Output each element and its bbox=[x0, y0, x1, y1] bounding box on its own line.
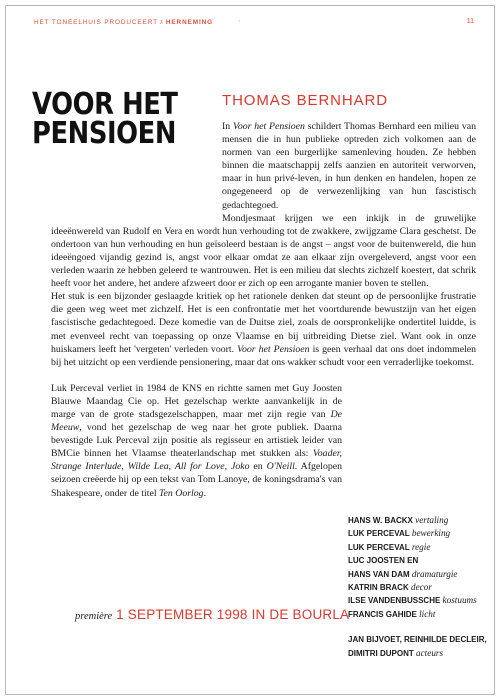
author-name: THOMAS BERNHARD bbox=[222, 92, 389, 109]
credit-row: LUK PERCEVAL regie bbox=[348, 541, 431, 552]
page-header bbox=[34, 19, 474, 26]
credit-row: HANS W. BACKX vertaling bbox=[348, 515, 449, 525]
article-body bbox=[51, 120, 476, 500]
header-subsection: HERNEMING bbox=[165, 19, 214, 26]
paragraph-1: In Voor het Pensioen schildert Thomas Bernhard een milieu van mensen die in hun publieke optreden zich volkomen aan de normen van een burgerlijke samenleving houden. Ze hebben binnen die maatschappij zelfs aanzien en autoriteit verworven, maar in hun privé-leven, in hun denken en handelen, hopen ze ongegeneerd op de verwezenlijking van hun fascistisch gedachtegoed. bbox=[222, 121, 476, 211]
credit-row: ILSE VANDENBUSSCHE kostuums bbox=[348, 595, 477, 606]
title-line-1: VOOR HET bbox=[32, 87, 178, 122]
paragraph-3: Het stuk is een bijzonder geslaagde kritiek op het rationele denken dat steunt op de persoonlijke frustratie die geen weg weet met zichzelf. Het is een confrontatie met het voortdurende bewustzijn van het eigen fascistische gedachtegoed. Deze komedie van de Duitse ziel, zoals de oorspronkelijke ondertitel luidde, is met evenveel recht van toepassing op onze Vlaamse en bij uitbreiding Dietse ziel. Want ook in onze huiskamers leeft het 'vergeten' verleden voort. Voor het Pensioen is geen verhaal dat ons doet indommelen bij het uitzicht op een verdiende pensionering, maar dat ons wakker schudt voor een verraderlijke toekomst. bbox=[51, 291, 477, 368]
title-line-2: PENSIOEN bbox=[32, 116, 177, 151]
credit-row: HANS VAN DAM dramaturgie bbox=[348, 568, 458, 579]
credit-row: KATRIN BRACK decor bbox=[348, 582, 432, 593]
header-dot: · bbox=[238, 18, 242, 25]
credits-list bbox=[348, 514, 495, 660]
page bbox=[5, 5, 495, 695]
cast-row: DIMITRI DUPONT acteurs bbox=[348, 647, 444, 658]
paragraph-4: Luk Perceval verliet in 1984 de KNS en richtte samen met Guy Joosten Blauwe Maandag Cie op. Het gezelschap werkte aanvankelijk in de marge van de grote stadsgezelschappen, maar met zijn regie van De Meeuw, vond het gezelschap de weg naar het grote publiek. Daarna bevestigde Luk Perceval zijn positie als regisseur en artistiek leider van BMCie binnen het Vlaamse theaterlandschap met stukken als: Voader, Strange Interlude, Wilde Lea, All for Love, Joko en O'Neill. Afgelopen seizoen creëerde hij op een tekst van Tom Lanoye, de koningsdrama's van Shakespeare, onder de titel Ten Oorlog. bbox=[51, 382, 342, 499]
credit-row: FRANCIS GAHIDE licht bbox=[348, 608, 436, 619]
header-section: HET TONEELHUIS PRODUCEERT / bbox=[34, 19, 164, 26]
credit-row: LUC JOOSTEN EN bbox=[348, 556, 419, 566]
premiere-label: première bbox=[75, 611, 113, 622]
credit-row: LUK PERCEVAL bewerking bbox=[348, 528, 451, 539]
cast-row: JAN BIJVOET, REINHILDE DECLEIR, bbox=[348, 635, 487, 645]
premiere-date: 1 SEPTEMBER 1998 IN DE BOURLA bbox=[116, 607, 350, 622]
premiere-line bbox=[75, 606, 349, 624]
play-title: Voor het Pensioen bbox=[237, 343, 310, 355]
play-title: Voor het Pensioen bbox=[232, 121, 305, 132]
paragraph-2: Mondjesmaat krijgen we een inkijk in de gruwelijke ideeënwereld van Rudolf en Vera en wordt hun verhouding tot de zwakkere, zwijgzame Clara geschetst. De ondertoon van hun verhouding en hun geïsoleerd bestaan is de angst – angst voor de buitenwereld, die hun ideeëngoed vijandig gezind is, angst voor elkaar omdat ze aan elkaar zijn overgeleverd, angst voor een verleden waarin ze hebben geleerd te wantrouwen. Het is een milieu dat slechts zichzelf koestert, dat schrik heeft voor het andere, het andere afzweert door er zich op een arrogante manier boven te stellen. bbox=[51, 212, 476, 290]
page-number: 11 bbox=[466, 18, 474, 25]
